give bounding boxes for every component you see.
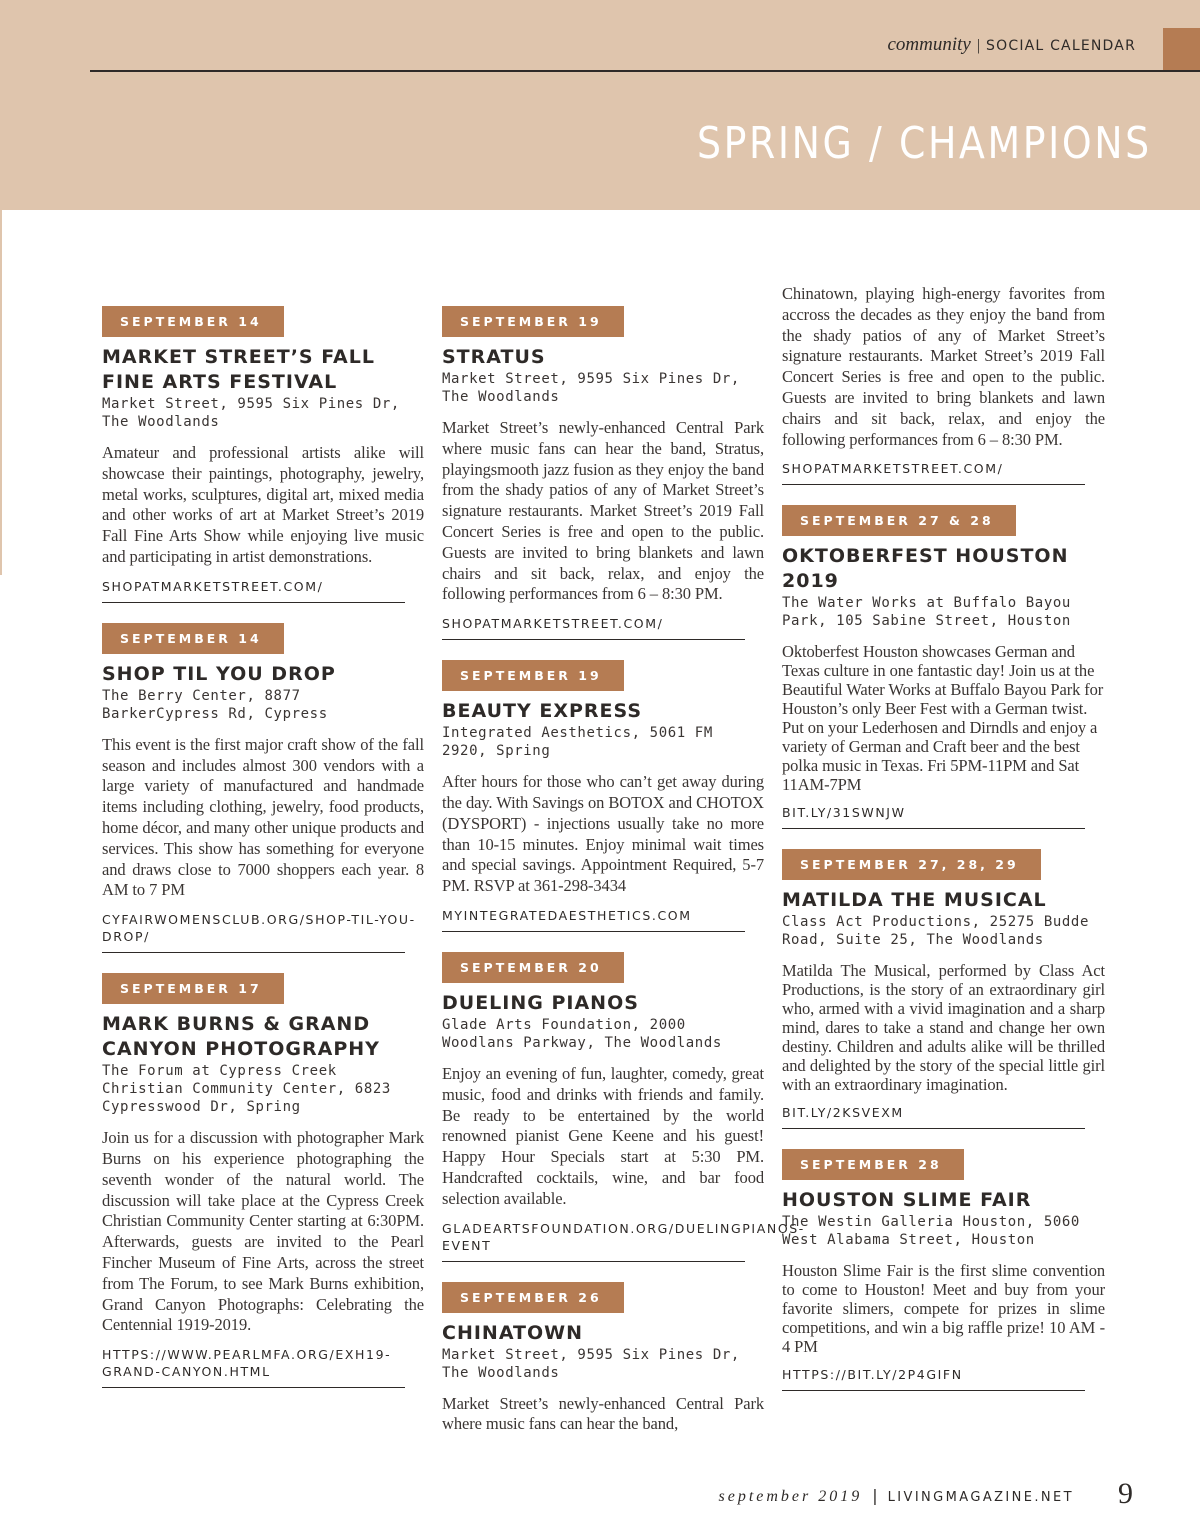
event-description: Join us for a discussion with photographer Mark Burns on his experience photographing the seventh wonder of the natural world. The discussion will take place at the Cypress Creek Christian Community Center starting at 6:30PM. Afterwards, guests are invited to the Pearl Fincher Museum of Fine Arts, across the street from The Forum, to see Mark Burns exhibition, Grand Canyon Photographs: Celebrating the Centennial 1919-2019. (102, 1128, 424, 1335)
event-oktoberfest (782, 505, 1105, 829)
event-title: HOUSTON SLIME FAIR (782, 1189, 1032, 1212)
event-shop-til-you-drop (102, 623, 424, 953)
event-description: Houston Slime Fair is the first slime convention to come to Houston! Meet and buy from your favorite slimers, compete for prizes in slime competitions, and win a big raffle prize! 10 AM - 4 PM (782, 1261, 1105, 1357)
event-divider (442, 1261, 745, 1262)
section-kicker (887, 34, 1136, 56)
event-location: Market Street, 9595 Six Pines Dr, The Woodlands (442, 1346, 740, 1381)
event-location: Market Street, 9595 Six Pines Dr, The Woodlands (442, 371, 740, 405)
page-number: 9 (1118, 1477, 1133, 1510)
event-description: Market Street’s newly-enhanced Central Park where music fans can hear the band, (442, 1393, 764, 1434)
column-2 (442, 306, 805, 1455)
event-divider (782, 828, 1085, 829)
event-location: Class Act Productions, 25275 Budde Road, Suite 25, The Woodlands (782, 914, 1089, 949)
date-badge: SEPTEMBER 27 & 28 (782, 505, 1016, 536)
event-title: MATILDA THE MUSICAL (782, 889, 1047, 912)
event-title: MARKET STREET’S FALL FINE ARTS FESTIVAL (102, 346, 375, 393)
event-description: Oktoberfest Houston showcases German and Texas culture in one fantastic day! Join us at the Beautiful Water Works at Buffalo Bayou Park for Houston’s only Beer Fest with a German twist. Put on your Lederhosen and Dirndls and enjoy a variety of German and Craft beer and the best polka music in Texas. Fri 5PM-11PM and Sat 11AM-7PM (782, 642, 1104, 795)
event-title: DUELING PIANOS (442, 991, 639, 1014)
page-title: SPRING / CHAMPIONS (697, 118, 1152, 169)
page-footer (719, 1486, 1075, 1506)
header-band (0, 0, 1200, 210)
event-link[interactable]: HTTPS://WWW.PEARLMFA.ORG/EXH19-GRAND-CANYON.HTML (102, 1347, 392, 1380)
date-badge: SEPTEMBER 26 (442, 1282, 624, 1313)
event-divider (102, 952, 405, 953)
event-title: SHOP TIL YOU DROP (102, 662, 336, 685)
event-location: Glade Arts Foundation, 2000 Woodlans Parkway, The Woodlands (442, 1016, 722, 1051)
event-title: OKTOBERFEST HOUSTON 2019 (782, 545, 1069, 593)
event-link[interactable]: SHOPATMARKETSTREET.COM/ (442, 616, 664, 632)
kicker-section: community (887, 34, 971, 55)
event-location: The Westin Galleria Houston, 5060 West Alabama Street, Houston (782, 1214, 1080, 1249)
date-badge: SEPTEMBER 20 (442, 952, 624, 983)
event-description: After hours for those who can’t get away during the day. With Savings on BOTOX and CHOTOX (DYSPORT) - injections usually take no more than 10-15 minutes. Enjoy minimal wait times and special savings. Appointment Required, 5-7 PM. RSVP at 361-298-3434 (442, 772, 764, 896)
event-divider (102, 1387, 405, 1388)
event-description: Chinatown, playing high-energy favorites from accross the decades as they enjoy the band from the shady patios of any of Market Street’s signature restaurants. Market Street’s 2019 Fall Concert Series is free and open to the public. Guests are invited to bring blankets and lawn chairs and sit back, relax, and enjoy the following performances from 6 – 8:30 PM. (782, 284, 1105, 449)
date-badge: SEPTEMBER 27, 28, 29 (782, 849, 1041, 880)
event-location: Market Street, 9595 Six Pines Dr, The Woodlands (102, 396, 400, 430)
event-link[interactable]: CYFAIRWOMENSCLUB.ORG/SHOP-TIL-YOU-DROP/ (102, 912, 416, 945)
date-badge: SEPTEMBER 14 (102, 623, 284, 654)
column-1 (102, 306, 424, 1408)
header-rule (90, 70, 1200, 72)
event-link[interactable]: GLADEARTSFOUNDATION.ORG/DUELINGPIANOS-EVENT (442, 1220, 805, 1253)
event-divider (442, 639, 745, 640)
date-badge: SEPTEMBER 19 (442, 660, 624, 691)
event-houston-slime-fair (782, 1149, 1105, 1391)
event-link[interactable]: SHOPATMARKETSTREET.COM/ (782, 461, 1004, 477)
event-link[interactable]: HTTPS://BIT.LY/2P4GIFN (782, 1367, 963, 1383)
event-description: Enjoy an evening of fun, laughter, comedy, great music, food and drinks with friends and family. Be ready to be entertained by the world renowned pianist Gene Keene and his guest! Happy Hour Specials start at 5:30 PM. Handcrafted cocktails, wine, and bar food selection available. (442, 1063, 764, 1208)
event-link[interactable]: MYINTEGRATEDAESTHETICS.COM (442, 907, 692, 923)
event-link[interactable]: SHOPATMARKETSTREET.COM/ (102, 578, 324, 594)
event-chinatown (442, 1282, 764, 1436)
footer-website[interactable]: LIVINGMAGAZINE.NET (887, 1490, 1074, 1505)
event-description: Matilda The Musical, performed by Class Act Productions, is the story of an extraordinary girl who, armed with a vivid imagination and a sharp mind, dares to take a stand and change her own destiny. Children and adults alike will be thrilled and delighted by the story of the special little girl with an extraordinary imagination. (782, 961, 1105, 1095)
event-divider (782, 484, 1085, 485)
event-description: Amateur and professional artists alike will showcase their paintings, photography, jewelry, metal works, sculptures, digital art, mixed media and other works of art at Market Street’s 2019 Fall Fine Arts Show while enjoying live music and participating in artist demonstrations. (102, 443, 424, 566)
event-location: Integrated Aesthetics, 5061 FM 2920, Spring (442, 725, 713, 760)
event-divider (102, 602, 405, 603)
event-dueling-pianos (442, 952, 805, 1262)
kicker-subsection: SOCIAL CALENDAR (986, 38, 1136, 54)
event-description: This event is the first major craft show of the fall season and includes almost 300 vendors with a large variety of manufactured and handmade items including clothing, jewelry, food products, home décor, and many other unique products and services. This show has something for everyone and draws close to 7000 shoppers each year. 8 AM to 7 PM (102, 734, 424, 900)
event-title: BEAUTY EXPRESS (442, 700, 643, 723)
event-link[interactable]: BIT.LY/2KSVEXM (782, 1105, 904, 1121)
event-description: Market Street’s newly-enhanced Central Park where music fans can hear the band, Stratus, playingsmooth jazz fusion as they enjoy the band from the shady patios of any of Market Street’s signature restaurants. Market Street’s 2019 Fall Concert Series is free and open to the public. Guests are invited to bring blankets and lawn chairs and sit back, relax, and enjoy the following performances from 6 – 8:30 PM. (442, 418, 764, 604)
event-chinatown-continued (782, 284, 1105, 485)
event-market-street-fine-arts (102, 306, 424, 603)
event-location: The Forum at Cypress Creek Christian Community Center, 6823 Cypresswood Dr, Spring (102, 1063, 391, 1116)
event-title: CHINATOWN (442, 1321, 584, 1344)
event-location: The Berry Center, 8877 BarkerCypress Rd, Cypress (102, 687, 328, 722)
date-badge: SEPTEMBER 17 (102, 973, 284, 1004)
event-mark-burns (102, 973, 424, 1388)
event-title: MARK BURNS & GRAND CANYON PHOTOGRAPHY (102, 1013, 380, 1061)
column-3 (782, 284, 1105, 1411)
date-badge: SEPTEMBER 19 (442, 306, 624, 337)
event-beauty-express (442, 660, 764, 932)
header-accent-tab (1163, 28, 1200, 70)
date-badge: SEPTEMBER 28 (782, 1149, 964, 1180)
kicker-separator: | (976, 37, 981, 54)
event-divider (442, 931, 745, 932)
footer-issue-date: september 2019 (718, 1488, 863, 1505)
event-title: STRATUS (442, 346, 546, 368)
event-location: The Water Works at Buffalo Bayou Park, 105 Sabine Street, Houston (782, 595, 1071, 630)
event-divider (782, 1390, 1085, 1391)
side-accent-bar (0, 210, 2, 575)
date-badge: SEPTEMBER 14 (102, 306, 284, 337)
event-divider (782, 1128, 1085, 1129)
event-matilda (782, 849, 1105, 1129)
event-link[interactable]: BIT.LY/31SWNJW (782, 805, 906, 821)
footer-separator: | (872, 1486, 878, 1505)
event-stratus (442, 306, 764, 640)
